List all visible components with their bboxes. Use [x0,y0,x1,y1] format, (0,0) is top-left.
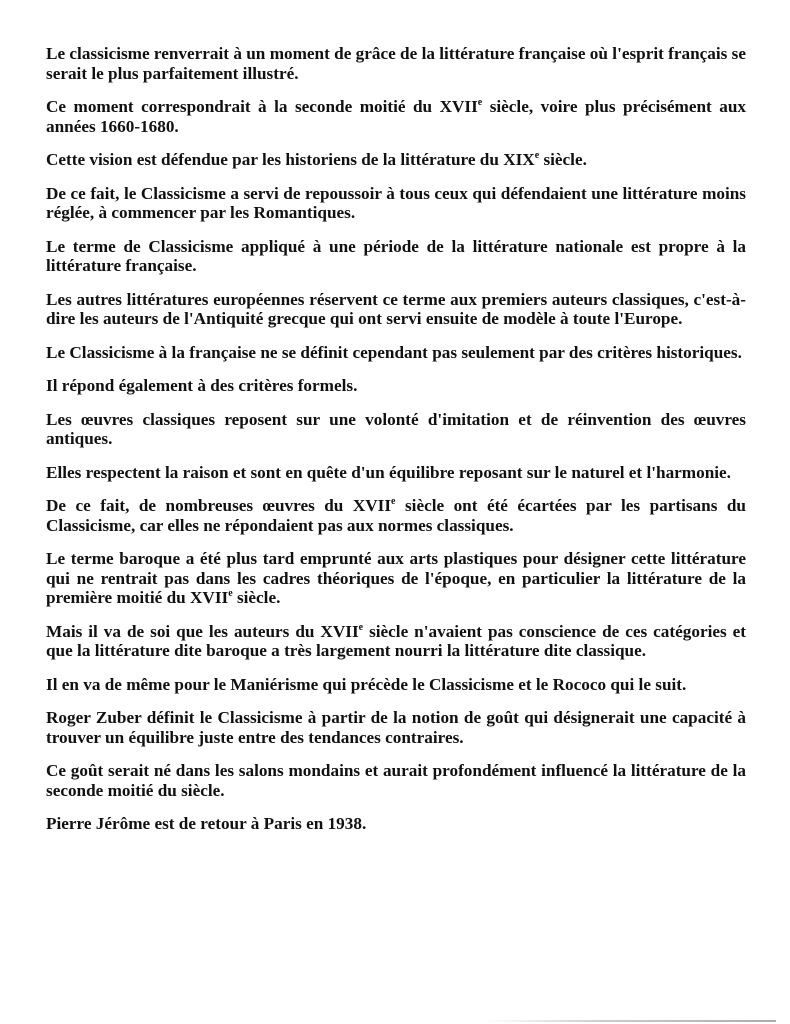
paragraph-text: siècle. [539,150,587,169]
paragraph [46,463,746,483]
paragraph-text: Mais il va de soi que les auteurs du XVII [46,621,359,641]
paragraph [46,97,746,136]
paragraph-text: Roger Zuber définit le Classicisme à partir de la notion de goût qui désignerait une capacité à trouver un équilibre juste entre des tendances contraires. [46,708,746,747]
superscript-text: e [358,621,364,633]
paragraph-text: Ce goût serait né dans les salons mondains et aurait profondément influencé la littérature de la seconde moitié du siècle. [46,761,746,800]
document-body [46,44,746,848]
superscript-text: e [477,97,483,108]
paragraph-text: siècle n'avaient pas conscience de ces catégories et que la littérature dite baroque a très largement nourri la littérature dite classique. [46,621,746,660]
paragraph-text: Le terme de Classicisme appliqué à une période de la littérature nationale est propre à la littérature française. [46,236,746,275]
superscript-text: e [391,496,396,507]
paragraph-text: siècle ont été écartées par les partisans du Classicisme, car elles ne répondaient pas aux normes classiques. [46,496,746,535]
paragraph-text: Le classicisme renverrait à un moment de grâce de la littérature française où l'esprit français se serait le plus parfaitement illustré. [46,44,746,83]
paragraph [46,44,746,83]
paragraph [46,761,746,800]
paragraph [46,622,746,661]
paragraph-text: Il répond également à des critères formels. [46,376,358,395]
paragraph-text: De ce fait, le Classicisme a servi de repoussoir à tous ceux qui défendaient une littérature moins réglée, à commencer par les Romantiques. [46,183,746,222]
paragraph-text: Il en va de même pour le Maniérisme qui précède le Classicisme et le Rococo qui le suit. [46,674,687,694]
paragraph [46,814,746,834]
paragraph-text: siècle, voire plus précisément aux années 1660-1680. [46,97,746,136]
paragraph [46,343,746,363]
superscript-text: e [534,150,540,161]
paragraph [46,708,746,747]
paragraph-text: Ce moment correspondrait à la seconde moitié du XVII [46,97,478,116]
paragraph-text: Elles respectent la raison et sont en quête d'un équilibre reposant sur le naturel et l'harmonie. [46,462,731,482]
paragraph-text: Le Classicisme à la française ne se définit cependant pas seulement par des critères historiques. [46,342,742,362]
paragraph-text: Les autres littératures européennes réservent ce terme aux premiers auteurs classiques, c'est-à-dire les auteurs de l'Antiquité grecque qui ont servi ensuite de modèle à toute l'Europe. [46,289,746,328]
paragraph-text: Pierre Jérôme est de retour à Paris en 1938. [46,814,367,833]
paragraph [46,150,746,170]
paragraph [46,410,746,449]
paragraph [46,290,746,329]
paragraph-text: De ce fait, de nombreuses œuvres du XVII [46,496,392,515]
paragraph [46,376,746,396]
scan-edge-mark [486,1020,776,1022]
paragraph-text: siècle. [232,588,281,607]
paragraph [46,237,746,276]
superscript-text: e [228,588,233,599]
paragraph [46,549,746,608]
paragraph-text: Les œuvres classiques reposent sur une volonté d'imitation et de réinvention des œuvres antiques. [46,409,746,448]
paragraph-text: Le terme baroque a été plus tard emprunté aux arts plastiques pour désigner cette littérature qui ne rentrait pas dans les cadres théoriques de l'époque, en particulier la littérature de la première moitié du XVII [46,549,746,607]
paragraph-text: Cette vision est défendue par les historiens de la littérature du XIX [46,150,535,169]
paragraph [46,675,746,695]
paragraph [46,496,746,535]
paragraph [46,184,746,223]
